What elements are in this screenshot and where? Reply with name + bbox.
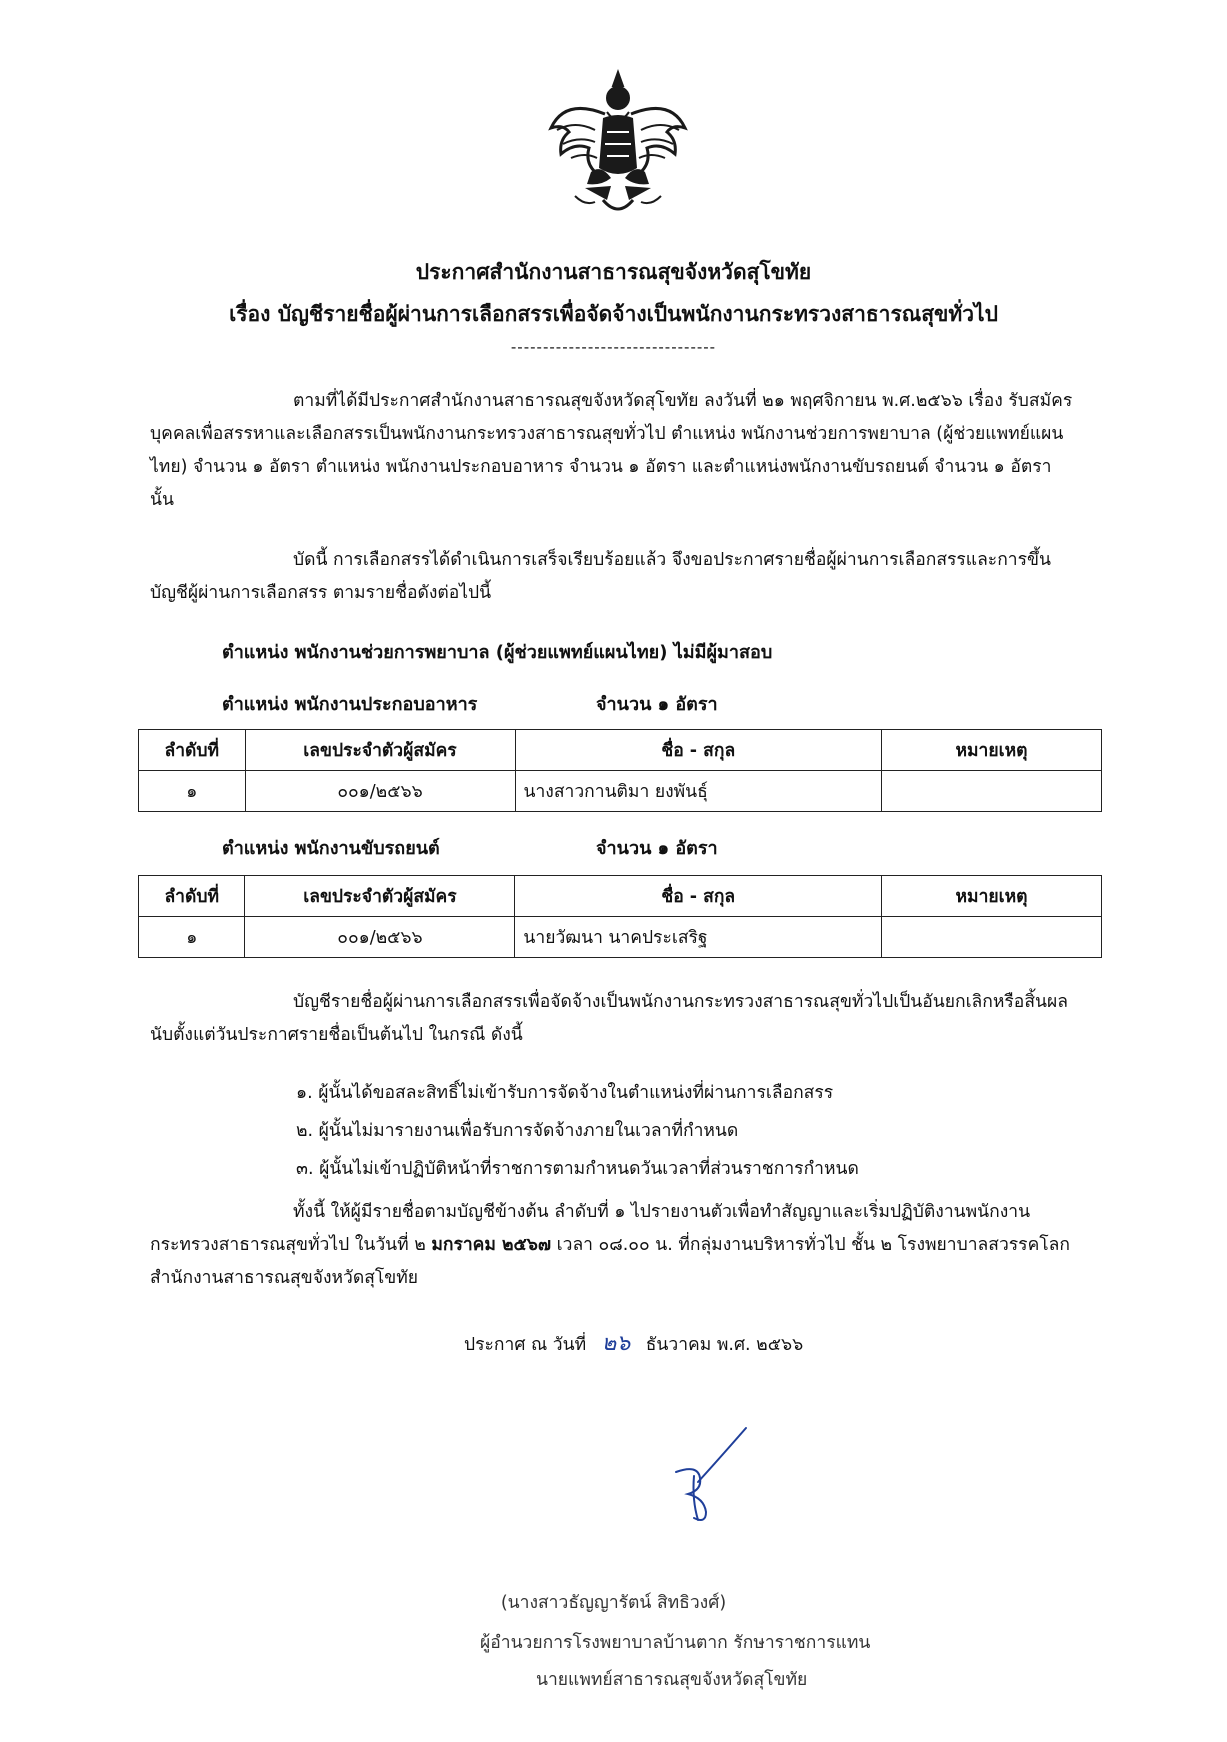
position-nursing-assistant: ตำแหน่ง พนักงานช่วยการพยาบาล (ผู้ช่วยแพทย์แผนไทย) ไม่มีผู้มาสอบ [222, 642, 773, 663]
position-driver-count: จำนวน ๑ อัตรา [596, 838, 718, 859]
driver-results-table [138, 875, 1102, 958]
condition-item: ๒. ผู้นั้นไม่มารายงานเพื่อรับการจัดจ้างภายในเวลาที่กำหนด [296, 1121, 739, 1141]
announcement-date [464, 1325, 803, 1360]
cell-full-name: นางสาวกานติมา ยงพันธุ์ [515, 771, 882, 812]
column-header-remark: หมายเหตุ [882, 730, 1102, 771]
report-text-end: เวลา ๐๘.๐๐ น. ที่กลุ่มงานบริหารทั่วไป ชั้น ๒ โรงพยาบาลสวรรคโลก สำนักงานสาธารณสุขจังหวัดสุโขทัย [150, 1235, 1071, 1288]
signer-acting-position: นายแพทย์สาธารณสุขจังหวัดสุโขทัย [536, 1670, 808, 1690]
table-header-row [139, 730, 1102, 771]
table-row [139, 917, 1102, 958]
table-row [139, 771, 1102, 812]
paragraph-cancellation: บัญชีรายชื่อผู้ผ่านการเลือกสรรเพื่อจัดจ้างเป็นพนักงานกระทรวงสาธารณสุขทั่วไปเป็นอันยกเลิกหรือสิ้นผล นับตั้งแต่วันประกาศรายชื่อเป็นต้นไป ในกรณี ดังนี้ [150, 992, 1068, 1045]
condition-item: ๓. ผู้นั้นไม่เข้าปฏิบัติหน้าที่ราชการตามกำหนดวันเวลาที่ส่วนราชการกำหนด [296, 1159, 859, 1179]
title-divider: -------------------------------- [510, 338, 717, 356]
report-date-bold: มกราคม ๒๕๖๗ [431, 1235, 552, 1255]
column-header-remark: หมายเหตุ [882, 876, 1102, 917]
paragraph-report-instructions [150, 1196, 1075, 1295]
signer-name: (นางสาวธัญญารัตน์ สิทธิวงศ์) [500, 1593, 727, 1613]
cell-applicant-id: ๐๐๑/๒๕๖๖ [245, 771, 515, 812]
column-header-full-name: ชื่อ - สกุล [515, 730, 882, 771]
cell-applicant-id: ๐๐๑/๒๕๖๖ [245, 917, 515, 958]
cell-remark [882, 917, 1102, 958]
column-header-order: ลำดับที่ [139, 730, 246, 771]
signer-position: ผู้อำนวยการโรงพยาบาลบ้านตาก รักษาราชการแทน [480, 1633, 871, 1653]
position-cook-count: จำนวน ๑ อัตรา [596, 694, 718, 715]
cell-full-name: นายวัฒนา นาคประเสริฐ [515, 917, 882, 958]
date-day-handwritten: ๒๖ [601, 1331, 631, 1356]
report-text-start: ทั้งนี้ ให้ผู้มีรายชื่อตามบัญชีข้างต้น ลำดับที่ ๑ ไปรายงานตัวเพื่อทำสัญญาและเริ่มปฏิบัติงานพนักงานกระทรวงสาธารณสุขทั่วไป ในวันที่ ๒ [150, 1202, 1031, 1255]
condition-item: ๑. ผู้นั้นได้ขอสละสิทธิ์ไม่เข้ารับการจัดจ้างในตำแหน่งที่ผ่านการเลือกสรร [296, 1083, 834, 1103]
column-header-applicant-id: เลขประจำตัวผู้สมัคร [245, 876, 515, 917]
date-prefix: ประกาศ ณ วันที่ [464, 1335, 587, 1355]
column-header-order: ลำดับที่ [139, 876, 245, 917]
paragraph-background: ตามที่ได้มีประกาศสำนักงานสาธารณสุขจังหวัดสุโขทัย ลงวันที่ ๒๑ พฤศจิกายน พ.ศ.๒๕๖๖ เรื่อง รับสมัครบุคคลเพื่อสรรหาและเลือกสรรเป็นพนักงานกระทรวงสาธารณสุขทั่วไป ตำแหน่ง พนักงานช่วยการพยาบาล (ผู้ช่วยแพทย์แผนไทย) จำนวน ๑ อัตรา ตำแหน่ง พนักงานประกอบอาหาร จำนวน ๑ อัตรา และตำแหน่งพนักงานขับรถยนต์ จำนวน ๑ อัตรา นั้น [150, 391, 1073, 510]
announcement-title: ประกาศสำนักงานสาธารณสุขจังหวัดสุโขทัย [415, 260, 812, 284]
handwritten-signature [648, 1420, 758, 1530]
cell-order: ๑ [139, 917, 245, 958]
date-suffix: ธันวาคม พ.ศ. ๒๕๖๖ [645, 1335, 804, 1355]
cell-remark [882, 771, 1102, 812]
paragraph-result: บัดนี้ การเลือกสรรได้ดำเนินการเสร็จเรียบร้อยแล้ว จึงขอประกาศรายชื่อผู้ผ่านการเลือกสรรและการขึ้นบัญชีผู้ผ่านการเลือกสรร ตามรายชื่อดังต่อไปนี้ [150, 550, 1051, 603]
table-header-row [139, 876, 1102, 917]
column-header-applicant-id: เลขประจำตัวผู้สมัคร [245, 730, 515, 771]
position-cook: ตำแหน่ง พนักงานประกอบอาหาร [222, 694, 478, 715]
position-driver: ตำแหน่ง พนักงานขับรถยนต์ [222, 838, 440, 859]
cell-order: ๑ [139, 771, 246, 812]
announcement-subject: เรื่อง บัญชีรายชื่อผู้ผ่านการเลือกสรรเพื่อจัดจ้างเป็นพนักงานกระทรวงสาธารณสุขทั่วไป [229, 302, 998, 326]
cook-results-table [138, 729, 1102, 812]
column-header-full-name: ชื่อ - สกุล [515, 876, 882, 917]
garuda-emblem-icon [545, 68, 691, 220]
